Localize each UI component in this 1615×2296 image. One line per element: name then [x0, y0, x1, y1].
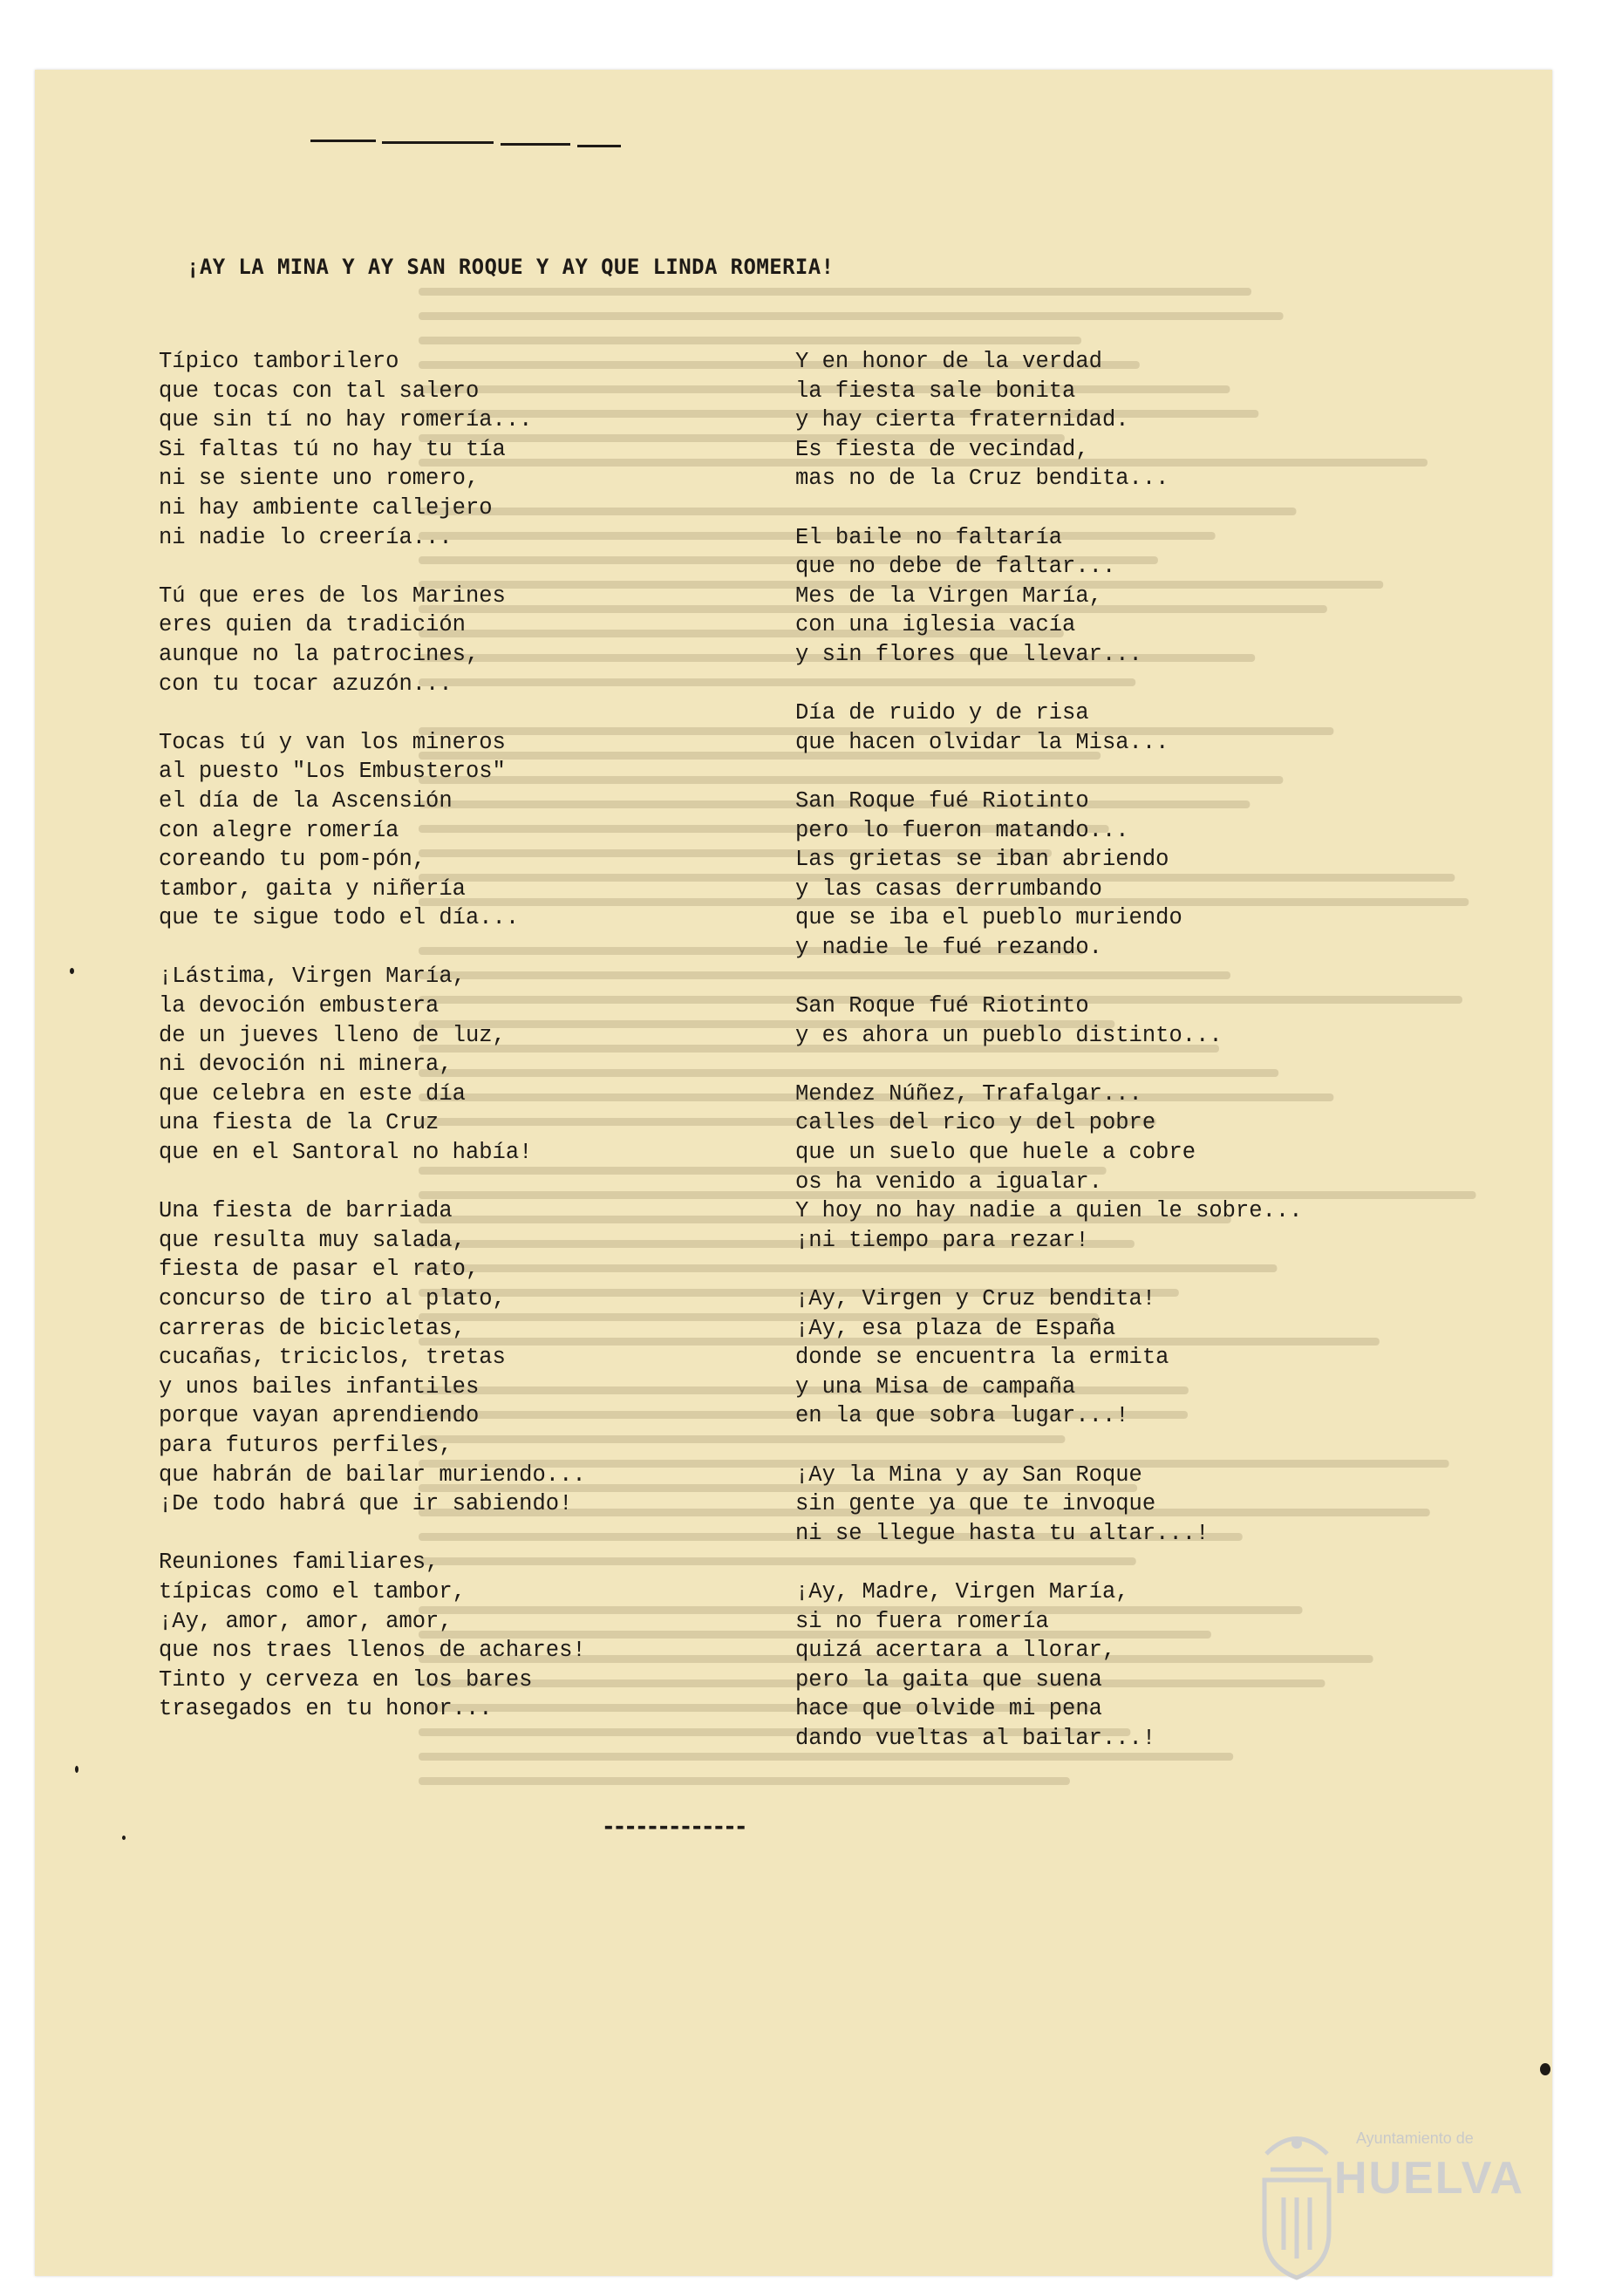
document-title: ¡AY LA MINA Y AY SAN ROQUE Y AY QUE LINDA ROMERIA!: [187, 255, 835, 279]
verse-line: aunque no la patrocines,: [159, 641, 480, 667]
end-mark: -------------: [602, 1814, 746, 1840]
top-rule: [382, 141, 494, 144]
verse-line: ni nadie lo creería...: [159, 524, 453, 550]
verse-line: dando vueltas al bailar...!: [795, 1725, 1156, 1751]
bleed-through-line: [419, 312, 1284, 320]
verse-line: que te sigue todo el día...: [159, 905, 520, 931]
verse-line: el día de la Ascensión: [159, 787, 453, 814]
ink-spot: [122, 1836, 126, 1840]
verse-line: que habrán de bailar muriendo...: [159, 1461, 586, 1488]
verse-line: que tocas con tal salero: [159, 378, 480, 404]
verse-line: ¡Ay la Mina y ay San Roque: [795, 1461, 1142, 1488]
verse-line: San Roque fué Riotinto: [795, 993, 1089, 1019]
verse-line: y hay cierta fraternidad.: [795, 407, 1129, 433]
verse-line: ¡Ay, Virgen y Cruz bendita!: [795, 1286, 1156, 1312]
verse-line: ¡De todo habrá que ir sabiendo!: [159, 1491, 573, 1517]
bleed-through-line: [419, 288, 1251, 296]
verse-line: la fiesta sale bonita: [795, 378, 1076, 404]
stanza: [159, 728, 821, 933]
stanza: [159, 347, 821, 552]
crest-icon: [1249, 2119, 1345, 2285]
verse-line: mas no de la Cruz bendita...: [795, 466, 1169, 492]
verse-line: sin gente ya que te invoque: [795, 1491, 1156, 1517]
verse-line: Y hoy no hay nadie a quien le sobre...: [795, 1198, 1303, 1224]
verse-line: y es ahora un pueblo distinto...: [795, 1022, 1223, 1048]
verse-line: una fiesta de la Cruz: [159, 1110, 440, 1136]
verse-line: coreando tu pom-pón,: [159, 847, 426, 873]
verse-line: con alegre romería: [159, 817, 399, 843]
verse-line: que resulta muy salada,: [159, 1227, 466, 1253]
verse-line: eres quien da tradición: [159, 612, 466, 638]
verse-line: pero lo fueron matando...: [795, 817, 1129, 843]
stanza: [795, 698, 1458, 757]
right-column: [795, 347, 1458, 1782]
verse-line: la devoción embustera: [159, 993, 440, 1019]
verse-line: y nadie le fué rezando.: [795, 934, 1102, 960]
verse-line: Tú que eres de los Marines: [159, 583, 506, 609]
verse-line: Típico tamborilero: [159, 349, 399, 374]
stanza: [795, 1080, 1458, 1256]
verse-line: Día de ruido y de risa: [795, 700, 1089, 726]
verse-line: ni devoción ni minera,: [159, 1052, 453, 1078]
stanza: [795, 991, 1458, 1050]
verse-line: típicas como el tambor,: [159, 1578, 466, 1604]
verse-line: Una fiesta de barriada: [159, 1198, 453, 1224]
verse-line: que hacen olvidar la Misa...: [795, 729, 1169, 755]
verse-line: ¡Ay, esa plaza de España: [795, 1315, 1116, 1341]
verse-line: en la que sobra lugar...!: [795, 1403, 1129, 1429]
verse-line: Mendez Núñez, Trafalgar...: [795, 1080, 1142, 1107]
verse-line: que se iba el pueblo muriendo: [795, 905, 1182, 931]
verse-line: donde se encuentra la ermita: [795, 1345, 1169, 1371]
watermark-big-text: HUELVA: [1334, 2153, 1525, 2204]
verse-line: porque vayan aprendiendo: [159, 1403, 480, 1429]
top-rule: [577, 145, 621, 147]
verse-line: concurso de tiro al plato,: [159, 1286, 506, 1312]
verse-line: trasegados en tu honor...: [159, 1696, 493, 1722]
stanza: [795, 523, 1458, 670]
stanza: [795, 347, 1458, 494]
stanza: [795, 1284, 1458, 1431]
stanza: [159, 1548, 821, 1724]
verse-line: Si faltas tú no hay tu tía: [159, 436, 506, 462]
verse-line: os ha venido a igualar.: [795, 1168, 1102, 1195]
verse-line: que sin tí no hay romería...: [159, 407, 533, 433]
verse-line: ¡Ay, Madre, Virgen María,: [795, 1578, 1129, 1604]
verse-line: ni se siente uno romero,: [159, 466, 480, 492]
verse-line: quizá acertara a llorar,: [795, 1638, 1116, 1664]
verse-line: y unos bailes infantiles: [159, 1373, 480, 1400]
verse-line: ¡Lástima, Virgen María,: [159, 964, 466, 990]
verse-line: que no debe de faltar...: [795, 554, 1116, 580]
ink-spot: [70, 968, 74, 974]
stanza: [795, 1461, 1458, 1549]
left-column: [159, 347, 821, 1754]
verse-line: ni hay ambiente callejero: [159, 494, 493, 521]
verse-line: si no fuera romería: [795, 1608, 1049, 1634]
verse-line: Y en honor de la verdad: [795, 349, 1102, 374]
verse-line: tambor, gaita y niñería: [159, 875, 466, 902]
top-rule: [310, 140, 376, 142]
verse-line: El baile no faltaría: [795, 524, 1063, 550]
stanza: [159, 582, 821, 698]
verse-line: y una Misa de campaña: [795, 1373, 1076, 1400]
verse-line: que un suelo que huele a cobre: [795, 1140, 1196, 1166]
watermark-small-text: Ayuntamiento de: [1356, 2129, 1474, 2147]
verse-line: Es fiesta de vecindad,: [795, 436, 1089, 462]
top-rule: [501, 143, 570, 146]
verse-line: ni se llegue hasta tu altar...!: [795, 1520, 1210, 1546]
ink-spot: [75, 1766, 78, 1773]
verse-line: ¡ni tiempo para rezar!: [795, 1227, 1089, 1253]
verse-line: de un jueves lleno de luz,: [159, 1022, 506, 1048]
stanza: [795, 787, 1458, 963]
verse-line: cucañas, triciclos, tretas: [159, 1345, 506, 1371]
verse-line: calles del rico y del pobre: [795, 1110, 1156, 1136]
verse-line: Mes de la Virgen María,: [795, 583, 1102, 609]
verse-line: fiesta de pasar el rato,: [159, 1257, 480, 1283]
verse-line: con tu tocar azuzón...: [159, 671, 453, 697]
verse-line: que celebra en este día: [159, 1080, 466, 1107]
ink-spot: [1540, 2063, 1550, 2075]
stanza: [159, 962, 821, 1167]
verse-line: Las grietas se iban abriendo: [795, 847, 1169, 873]
verse-line: para futuros perfiles,: [159, 1432, 453, 1458]
verse-line: carreras de bicicletas,: [159, 1315, 466, 1341]
verse-line: al puesto "Los Embusteros": [159, 759, 506, 785]
stanza: [159, 1196, 821, 1519]
bleed-through-line: [419, 337, 1081, 344]
verse-line: con una iglesia vacía: [795, 612, 1076, 638]
verse-line: pero la gaita que suena: [795, 1666, 1102, 1693]
stanza: [795, 1577, 1458, 1754]
paper-sheet: [35, 70, 1552, 2276]
verse-line: San Roque fué Riotinto: [795, 787, 1089, 814]
verse-line: y las casas derrumbando: [795, 875, 1102, 902]
verse-line: que nos traes llenos de achares!: [159, 1638, 586, 1664]
verse-line: Tocas tú y van los mineros: [159, 729, 506, 755]
verse-line: que en el Santoral no había!: [159, 1140, 533, 1166]
verse-line: y sin flores que llevar...: [795, 641, 1142, 667]
verse-line: Tinto y cerveza en los bares: [159, 1666, 533, 1693]
verse-line: hace que olvide mi pena: [795, 1696, 1102, 1722]
verse-line: Reuniones familiares,: [159, 1550, 440, 1576]
verse-line: ¡Ay, amor, amor, amor,: [159, 1608, 453, 1634]
